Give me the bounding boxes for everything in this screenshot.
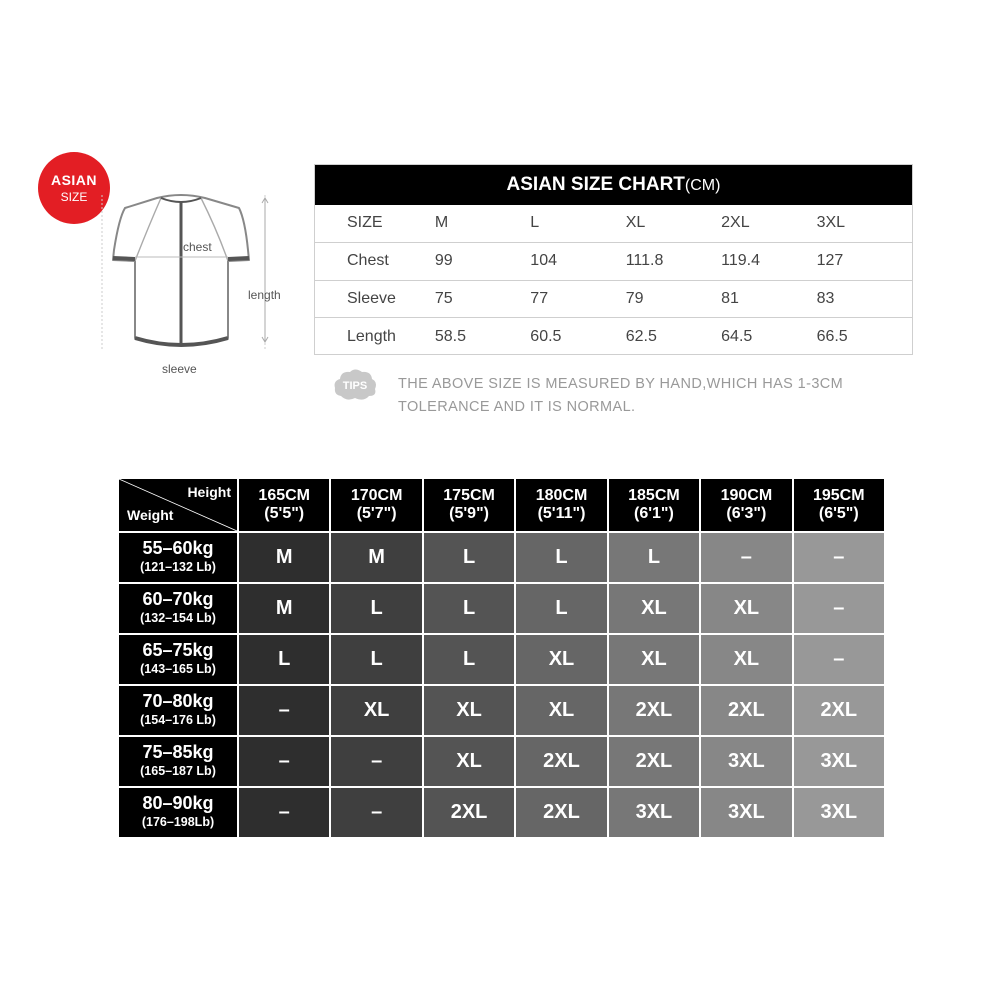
- weight-lb: (132–154 Lb): [140, 610, 216, 625]
- height-column-header: [331, 479, 421, 531]
- chest-label: chest: [183, 240, 212, 254]
- size-chart-cell: 60.5: [530, 328, 562, 346]
- size-recommendation-cell: –: [331, 737, 421, 786]
- size-recommendation-cell: –: [794, 635, 884, 684]
- size-chart-cell: XL: [625, 214, 646, 232]
- size-chart-cell: 62.5: [625, 328, 657, 346]
- weight-row-header: [119, 686, 237, 735]
- weight-lb: (143–165 Lb): [140, 661, 216, 676]
- size-recommendation-cell: 3XL: [701, 788, 791, 837]
- height-cm: 175CM: [443, 487, 495, 504]
- size-recommendation-cell: 3XL: [794, 737, 884, 786]
- size-chart-cell: 81: [721, 289, 739, 307]
- size-chart-row-label: Sleeve: [347, 289, 396, 307]
- asian-size-chart: [314, 164, 913, 355]
- size-recommendation-cell: 3XL: [609, 788, 699, 837]
- badge-line2: SIZE: [60, 190, 88, 204]
- size-chart-cell: 119.4: [721, 252, 760, 270]
- weight-kg: 75–85kg: [142, 741, 214, 762]
- weight-kg: 60–70kg: [142, 588, 214, 609]
- size-recommendation-cell: XL: [701, 635, 791, 684]
- size-recommendation-cell: M: [239, 533, 329, 582]
- tips-icon-label: TIPS: [342, 380, 368, 392]
- weight-row-header: [119, 788, 237, 837]
- size-recommendation-cell: XL: [516, 686, 606, 735]
- height-ft: (5'5"): [264, 505, 305, 522]
- size-recommendation-cell: L: [609, 533, 699, 582]
- tips-cloud-icon: [333, 368, 377, 402]
- size-recommendation-cell: L: [516, 533, 606, 582]
- size-chart-title: [315, 165, 912, 205]
- jersey-diagram: [95, 190, 310, 385]
- size-recommendation-cell: M: [239, 584, 329, 633]
- size-recommendation-cell: L: [239, 635, 329, 684]
- size-recommendation-cell: XL: [701, 584, 791, 633]
- size-recommendation-cell: –: [701, 533, 791, 582]
- height-column-header: [239, 479, 329, 531]
- size-chart-cell: 83: [816, 289, 835, 307]
- size-chart-title-text: ASIAN SIZE CHART: [506, 174, 685, 195]
- size-chart-cell: 3XL: [816, 214, 846, 232]
- size-recommendation-cell: L: [424, 533, 514, 582]
- size-recommendation-cell: 2XL: [516, 737, 606, 786]
- weight-row-header: [119, 635, 237, 684]
- size-chart-row: [315, 318, 912, 356]
- size-recommendation-cell: 2XL: [609, 737, 699, 786]
- size-recommendation-cell: –: [794, 533, 884, 582]
- weight-lb: (176–198Lb): [141, 814, 215, 829]
- height-cm: 190CM: [720, 487, 773, 504]
- weight-row-header: [119, 584, 237, 633]
- weight-kg: 80–90kg: [142, 792, 214, 813]
- size-chart-cell: 58.5: [434, 328, 467, 346]
- height-cm: 170CM: [350, 487, 403, 504]
- weight-kg: 70–80kg: [142, 690, 214, 711]
- size-recommendation-cell: XL: [424, 686, 514, 735]
- height-ft: (6'1"): [634, 505, 674, 522]
- size-recommendation-cell: XL: [609, 584, 699, 633]
- length-label: length: [248, 288, 281, 302]
- height-cm: 195CM: [812, 487, 865, 504]
- size-recommendation-cell: 2XL: [701, 686, 791, 735]
- size-recommendation-cell: L: [424, 584, 514, 633]
- height-ft: (5'9"): [449, 505, 489, 522]
- height-column-header: [424, 479, 514, 531]
- size-chart-cell: 104: [530, 252, 557, 270]
- weight-kg: 65–75kg: [142, 639, 214, 660]
- size-recommendation-cell: M: [331, 533, 421, 582]
- size-recommendation-cell: L: [424, 635, 514, 684]
- height-ft: (5'7"): [356, 505, 397, 522]
- height-column-header: [701, 479, 791, 531]
- size-recommendation-cell: 3XL: [794, 788, 884, 837]
- height-column-header: [794, 479, 884, 531]
- size-chart-cell: 2XL: [721, 214, 750, 232]
- height-ft: (6'5"): [818, 505, 859, 522]
- height-ft: (6'3"): [726, 505, 767, 522]
- size-recommendation-cell: 2XL: [609, 686, 699, 735]
- size-chart-cell: M: [434, 214, 449, 232]
- size-chart-row-label: Length: [347, 328, 396, 346]
- height-weight-grid: [119, 479, 884, 837]
- weight-row-header: [119, 737, 237, 786]
- tips-line2: TOLERANCE AND IT IS NORMAL.: [398, 399, 636, 415]
- size-recommendation-cell: XL: [331, 686, 421, 735]
- weight-lb: (165–187 Lb): [140, 763, 216, 778]
- size-chart-cell: 99: [434, 252, 453, 270]
- weight-row-header: [119, 533, 237, 582]
- size-recommendation-cell: XL: [516, 635, 606, 684]
- height-ft: (5'11"): [537, 505, 586, 522]
- size-chart-row-label: Chest: [347, 252, 389, 270]
- height-column-header: [609, 479, 699, 531]
- corner-height-label: Height: [187, 484, 231, 500]
- size-recommendation-cell: XL: [424, 737, 514, 786]
- size-recommendation-cell: 3XL: [701, 737, 791, 786]
- size-recommendation-cell: –: [331, 788, 421, 837]
- size-recommendation-cell: 2XL: [794, 686, 884, 735]
- size-recommendation-cell: –: [239, 686, 329, 735]
- size-chart-cell: L: [530, 214, 540, 232]
- size-recommendation-cell: 2XL: [424, 788, 514, 837]
- size-recommendation-cell: L: [331, 635, 421, 684]
- size-chart-row-label: SIZE: [347, 214, 383, 232]
- tips-text: [398, 373, 918, 419]
- size-chart-header-row: [315, 205, 912, 243]
- size-recommendation-cell: 2XL: [516, 788, 606, 837]
- grid-corner: [119, 479, 237, 531]
- size-recommendation-cell: –: [239, 788, 329, 837]
- tips-line1: THE ABOVE SIZE IS MEASURED BY HAND,WHICH HAS 1-3CM: [398, 376, 844, 392]
- size-recommendation-cell: XL: [609, 635, 699, 684]
- size-chart-cell: 127: [816, 252, 844, 270]
- height-cm: 180CM: [535, 487, 588, 504]
- size-chart-cell: 79: [625, 289, 644, 307]
- size-chart-body: [315, 205, 912, 356]
- weight-lb: (121–132 Lb): [140, 559, 216, 574]
- badge-line1: ASIAN: [50, 172, 98, 188]
- size-chart-unit: (CM): [684, 177, 721, 194]
- sleeve-label: sleeve: [162, 362, 197, 376]
- corner-weight-label: Weight: [127, 507, 174, 523]
- size-recommendation-cell: L: [516, 584, 606, 633]
- height-column-header: [516, 479, 606, 531]
- size-chart-cell: 64.5: [721, 328, 753, 346]
- height-cm: 165CM: [258, 487, 310, 504]
- size-chart-cell: 66.5: [816, 328, 848, 346]
- size-chart-cell: 75: [434, 289, 453, 307]
- size-chart-row: [315, 243, 912, 281]
- size-recommendation-cell: –: [794, 584, 884, 633]
- size-recommendation-cell: –: [239, 737, 329, 786]
- size-recommendation-cell: L: [331, 584, 421, 633]
- size-chart-cell: 77: [530, 289, 549, 307]
- size-chart-cell: 111.8: [625, 252, 664, 270]
- size-chart-row: [315, 281, 912, 319]
- weight-lb: (154–176 Lb): [140, 712, 216, 727]
- height-cm: 185CM: [628, 487, 680, 504]
- weight-kg: 55–60kg: [142, 537, 214, 558]
